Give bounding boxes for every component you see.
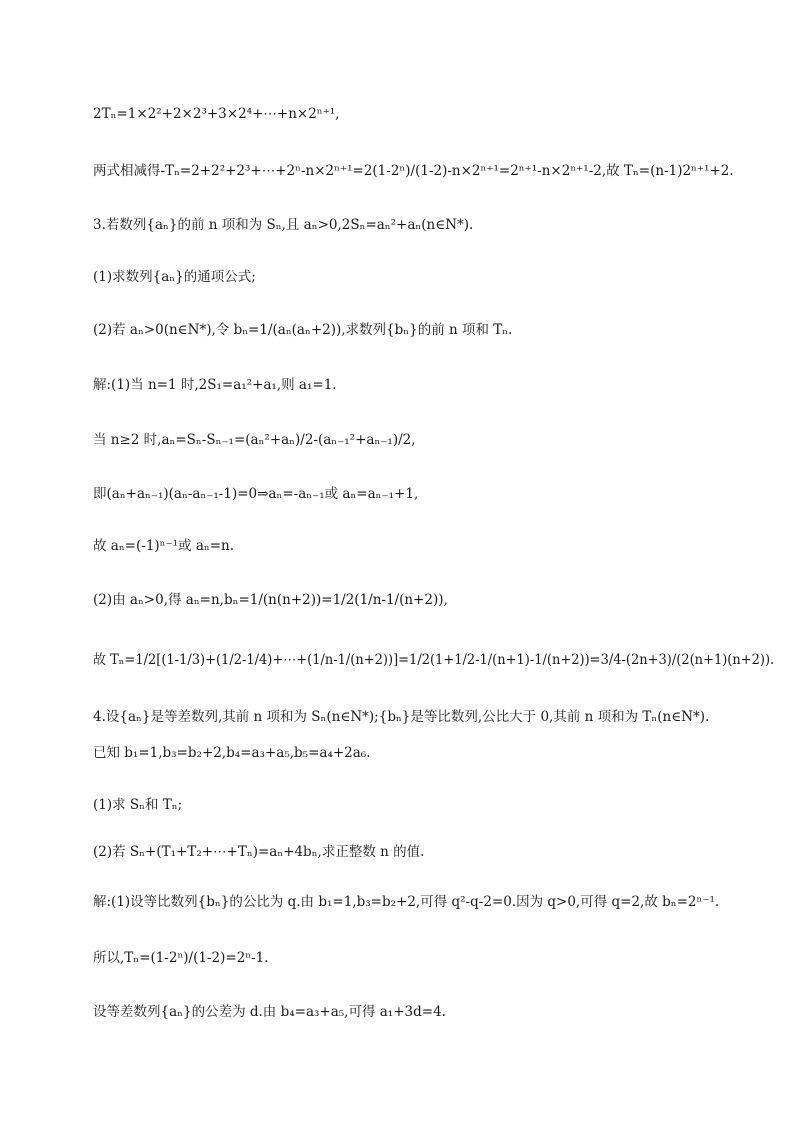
derivation-line-1: 2Tₙ=1×2²+2×2³+3×2⁴+⋯+n×2ⁿ⁺¹, — [93, 106, 340, 122]
solution-4-step-2: 所以,Tₙ=(1-2ⁿ)/(1-2)=2ⁿ-1. — [93, 950, 269, 966]
problem-3-part-2: (2)若 aₙ>0(n∈N*),令 bₙ=1/(aₙ(aₙ+2)),求数列{bₙ}的前 n 项和 Tₙ. — [93, 322, 513, 338]
solution-3-step-6: 故 Tₙ=1/2[(1-1/3)+(1/2-1/4)+⋯+(1/n-1/(n+2))]=1/2(1+1/2-1/(n+1)-1/(n+2))=3/4-(2n+3)/(2(n+1)(n+2)). — [93, 652, 775, 668]
problem-4-part-2: (2)若 Sₙ+(T₁+T₂+⋯+Tₙ)=aₙ+4bₙ,求正整数 n 的值. — [93, 844, 425, 860]
solution-3-step-4: 故 aₙ=(-1)ⁿ⁻¹或 aₙ=n. — [93, 538, 235, 554]
solution-3-step-5: (2)由 aₙ>0,得 aₙ=n,bₙ=1/(n(n+2))=1/2(1/n-1/(n+2)), — [93, 592, 448, 608]
problem-4-statement: 4.设{aₙ}是等差数列,其前 n 项和为 Sₙ(n∈N*);{bₙ}是等比数列,公比大于 0,其前 n 项和为 Tₙ(n∈N*). — [93, 709, 710, 725]
solution-3-step-1: 解:(1)当 n=1 时,2S₁=a₁²+a₁,则 a₁=1. — [93, 377, 337, 393]
problem-3-statement: 3.若数列{aₙ}的前 n 项和为 Sₙ,且 aₙ>0,2Sₙ=aₙ²+aₙ(n∈N*). — [93, 217, 474, 233]
solution-4-step-3: 设等差数列{aₙ}的公差为 d.由 b₄=a₃+a₅,可得 a₁+3d=4. — [93, 1004, 446, 1020]
problem-4-part-1: (1)求 Sₙ和 Tₙ; — [93, 797, 183, 813]
solution-3-step-3: 即(aₙ+aₙ₋₁)(aₙ-aₙ₋₁-1)=0⇒aₙ=-aₙ₋₁或 aₙ=aₙ₋₁+1, — [93, 486, 419, 502]
problem-4-given: 已知 b₁=1,b₃=b₂+2,b₄=a₃+a₅,b₅=a₄+2a₆. — [93, 745, 371, 761]
derivation-line-2: 两式相减得-Tₙ=2+2²+2³+⋯+2ⁿ-n×2ⁿ⁺¹=2(1-2ⁿ)/(1-2)-n×2ⁿ⁺¹=2ⁿ⁺¹-n×2ⁿ⁺¹-2,故 Tₙ=(n-1)2ⁿ⁺¹+2. — [93, 163, 734, 179]
solution-4-step-1: 解:(1)设等比数列{bₙ}的公比为 q.由 b₁=1,b₃=b₂+2,可得 q²-q-2=0.因为 q>0,可得 q=2,故 bₙ=2ⁿ⁻¹. — [93, 894, 720, 910]
solution-3-step-2: 当 n≥2 时,aₙ=Sₙ-Sₙ₋₁=(aₙ²+aₙ)/2-(aₙ₋₁²+aₙ₋₁)/2, — [93, 432, 416, 448]
problem-3-part-1: (1)求数列{aₙ}的通项公式; — [93, 269, 256, 285]
